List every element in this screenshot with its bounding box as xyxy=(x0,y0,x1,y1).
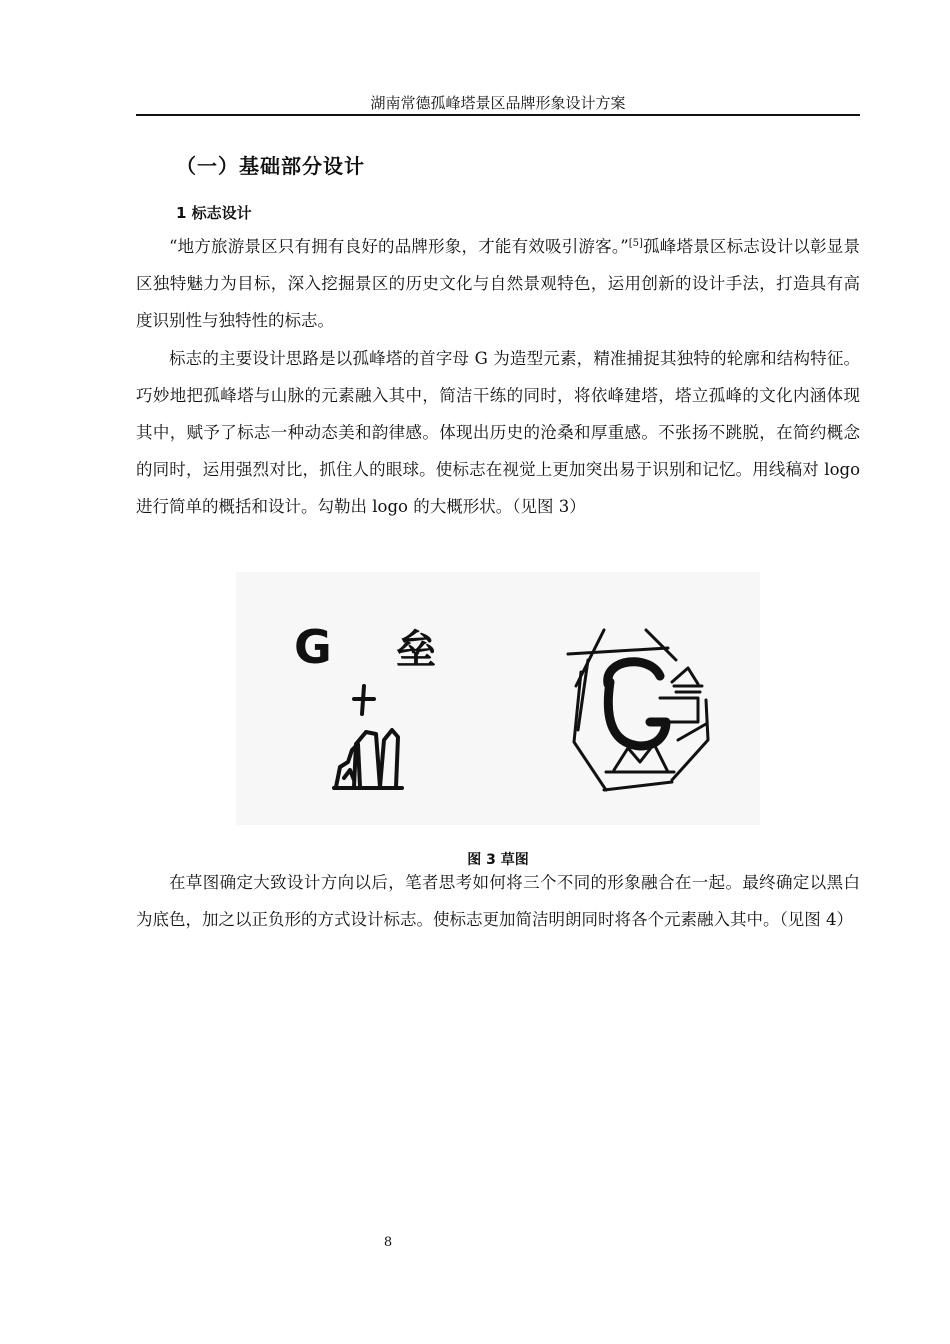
sketch-combined-logo xyxy=(568,630,708,790)
quote-text: “地方旅游景区只有拥有良好的品牌形象，才能有效吸引游客。” xyxy=(169,237,629,256)
subsection-heading: 1 标志设计 xyxy=(176,204,252,222)
sketch-letter-g: G xyxy=(294,620,332,674)
sketch-drawing xyxy=(236,572,760,825)
header-divider xyxy=(136,114,860,116)
sketch-tower-glyph: 垒 xyxy=(396,627,436,673)
sketch-figure xyxy=(236,572,760,825)
sketch-plus-icon xyxy=(354,686,374,714)
paragraph-design-idea: 标志的主要设计思路是以孤峰塔的首字母 G 为造型元素，精准捕捉其独特的轮廓和结构特征。巧妙地把孤峰塔与山脉的元素融入其中，简洁干练的同时，将依峰建塔，塔立孤峰的文化内涵体现其中，赋予了标志一种动态美和韵律感。体现出历史的沧桑和厚重感。不张扬不跳脱，在简约概念的同时，运用强烈对比，抓住人的眼球。使标志在视觉上更加突出易于识别和记忆。用线稿对 logo 进行简单的概括和设计。勾勒出 logo 的大概形状。（见图 3） xyxy=(136,349,860,516)
sketch-mountain-icon xyxy=(334,730,402,788)
page-header-title: 湖南常德孤峰塔景区品牌形象设计方案 xyxy=(370,94,626,112)
figure-caption: 图 3 草图 xyxy=(467,852,529,868)
section-heading: （一）基础部分设计 xyxy=(176,154,365,178)
intro-text: 孤峰塔景区标志设计以彰显景区独特魅力为目标，深入挖掘景区的历史文化与自然景观特色，运用创新的设计手法，打造具有高度识别性与独特性的标志。 xyxy=(136,237,861,330)
paragraph-intro xyxy=(136,228,860,339)
paragraph-final-design: 在草图确定大致设计方向以后，笔者思考如何将三个不同的形象融合在一起。最终确定以黑白为底色，加之以正负形的方式设计标志。使标志更加简洁明朗同时将各个元素融入其中。（见图 4） xyxy=(136,873,860,929)
citation-ref: [5] xyxy=(628,238,643,249)
page-number: 8 xyxy=(383,1235,393,1250)
